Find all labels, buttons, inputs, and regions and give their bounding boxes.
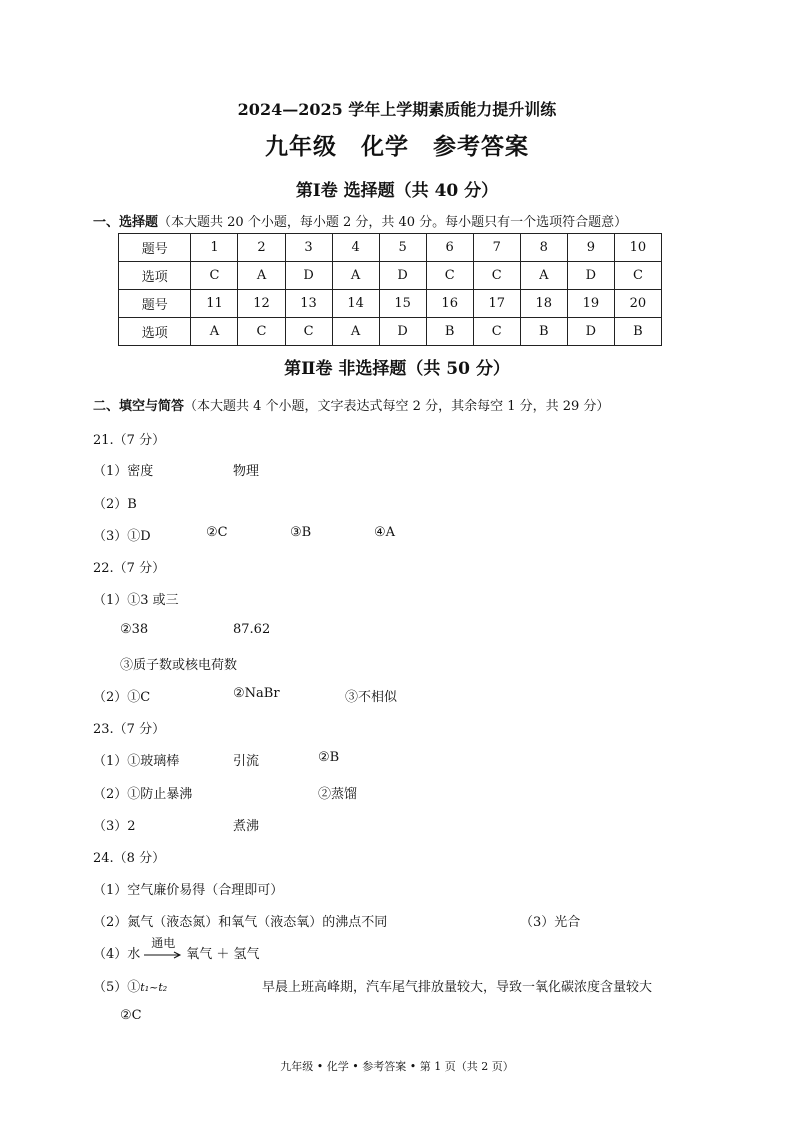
table-cell: 选项 xyxy=(119,262,191,290)
q21-answer-3a: （3）①D xyxy=(93,529,151,544)
q21-answer-1b: 物理 xyxy=(233,464,260,479)
section1-heading xyxy=(93,211,627,230)
reaction-condition: 通电 xyxy=(151,935,176,950)
table-cell: C xyxy=(238,318,285,346)
table-cell: 4 xyxy=(332,234,379,262)
table-cell: B xyxy=(426,318,473,346)
table-cell: 7 xyxy=(473,234,520,262)
table-cell: 8 xyxy=(520,234,567,262)
table-cell: A xyxy=(238,262,285,290)
table-row xyxy=(119,234,662,262)
section2-title: 二、填空与简答 xyxy=(93,399,185,414)
table-cell: 9 xyxy=(567,234,614,262)
table-cell: A xyxy=(520,262,567,290)
section1-title: 一、选择题 xyxy=(93,215,159,230)
table-cell: A xyxy=(332,262,379,290)
table-cell: 3 xyxy=(285,234,332,262)
section2-note: （本大题共 4 个小题，文字表达式每空 2 分，其余每空 1 分，共 29 分） xyxy=(184,399,610,414)
table-cell: C xyxy=(426,262,473,290)
table-cell: 20 xyxy=(614,290,661,318)
table-cell: A xyxy=(191,318,238,346)
table-cell: D xyxy=(567,318,614,346)
q21-answer-3b: ②C xyxy=(206,525,228,540)
table-cell: D xyxy=(285,262,332,290)
q23-answer-1c: ②B xyxy=(318,750,340,765)
table-cell: D xyxy=(567,262,614,290)
q21-heading: 21.（7 分） xyxy=(93,433,166,448)
page-footer: 九年级 • 化学 • 参考答案 • 第 1 页（共 2 页） xyxy=(280,1060,514,1073)
q24-answer-5-prefix: （5）① xyxy=(93,980,141,995)
table-cell: 6 xyxy=(426,234,473,262)
table-cell: 题号 xyxy=(119,234,191,262)
table-cell: D xyxy=(379,318,426,346)
q21-answer-3d: ④A xyxy=(374,525,396,540)
section1-note: （本大题共 20 个小题，每小题 2 分，共 40 分。每小题只有一个选项符合题意） xyxy=(158,215,628,230)
reaction-arrow xyxy=(144,935,182,962)
q21-answer-1a: （1）密度 xyxy=(93,464,154,479)
q22-heading: 22.（7 分） xyxy=(93,561,166,576)
answer-table xyxy=(118,233,662,346)
table-cell: 19 xyxy=(567,290,614,318)
table-cell: 12 xyxy=(238,290,285,318)
table-cell: C xyxy=(473,262,520,290)
exam-series-title: 2024—2025 学年上学期素质能力提升训练 xyxy=(237,100,557,119)
table-cell: A xyxy=(332,318,379,346)
table-cell: 14 xyxy=(332,290,379,318)
table-row xyxy=(119,290,662,318)
table-cell: C xyxy=(614,262,661,290)
table-cell: C xyxy=(285,318,332,346)
table-cell: C xyxy=(191,262,238,290)
q23-answer-2b: ②蒸馏 xyxy=(318,787,358,802)
q24-answer-4-equation xyxy=(93,935,260,962)
q24-answer-2: （2）氮气（液态氮）和氧气（液态氧）的沸点不同 xyxy=(93,915,388,930)
q22-answer-2b: 87.62 xyxy=(233,622,271,637)
q22-answer-4c: ③不相似 xyxy=(345,690,398,705)
products: 氧气 ＋ 氢气 xyxy=(186,947,260,962)
table-cell: 题号 xyxy=(119,290,191,318)
q23-answer-1b: 引流 xyxy=(233,754,260,769)
q24-answer-6: ②C xyxy=(120,1008,142,1023)
q22-answer-2a: ②38 xyxy=(120,622,149,637)
table-cell: 17 xyxy=(473,290,520,318)
q22-answer-3: ③质子数或核电荷数 xyxy=(120,658,238,673)
table-cell: 18 xyxy=(520,290,567,318)
q24-answer-3: （3）光合 xyxy=(520,915,581,930)
table-cell: B xyxy=(614,318,661,346)
table-row xyxy=(119,262,662,290)
q24-answer-5a xyxy=(93,976,167,995)
document-title: 九年级 化学 参考答案 xyxy=(265,133,529,160)
part1-title: 第Ⅰ卷 选择题（共 40 分） xyxy=(295,181,499,201)
section2-heading xyxy=(93,395,609,414)
table-cell: 16 xyxy=(426,290,473,318)
table-cell: B xyxy=(520,318,567,346)
q24-answer-5b: 早晨上班高峰期，汽车尾气排放量较大，导致一氧化碳浓度含量较大 xyxy=(262,980,653,995)
table-cell: 1 xyxy=(191,234,238,262)
q24-answer-1: （1）空气廉价易得（合理即可） xyxy=(93,883,284,898)
reactant: （4）水 xyxy=(93,947,141,962)
q23-answer-2a: （2）①防止暴沸 xyxy=(93,787,193,802)
table-cell: C xyxy=(473,318,520,346)
time-range: t₁~t₂ xyxy=(140,981,168,994)
table-cell: 11 xyxy=(191,290,238,318)
q23-answer-3b: 煮沸 xyxy=(233,819,260,834)
table-cell: 选项 xyxy=(119,318,191,346)
q23-heading: 23.（7 分） xyxy=(93,722,166,737)
table-cell: 10 xyxy=(614,234,661,262)
part2-title: 第Ⅱ卷 非选择题（共 50 分） xyxy=(284,359,510,379)
table-cell: D xyxy=(379,262,426,290)
q21-answer-2: （2）B xyxy=(93,497,137,512)
table-cell: 2 xyxy=(238,234,285,262)
q23-answer-3a: （3）2 xyxy=(93,819,136,834)
q24-heading: 24.（8 分） xyxy=(93,851,166,866)
table-cell: 5 xyxy=(379,234,426,262)
q22-answer-4a: （2）①C xyxy=(93,690,151,705)
table-cell: 13 xyxy=(285,290,332,318)
q21-answer-3c: ③B xyxy=(290,525,312,540)
q23-answer-1a: （1）①玻璃棒 xyxy=(93,754,180,769)
table-cell: 15 xyxy=(379,290,426,318)
table-row xyxy=(119,318,662,346)
q22-answer-4b: ②NaBr xyxy=(233,686,280,701)
q22-answer-1: （1）①3 或三 xyxy=(93,593,179,608)
